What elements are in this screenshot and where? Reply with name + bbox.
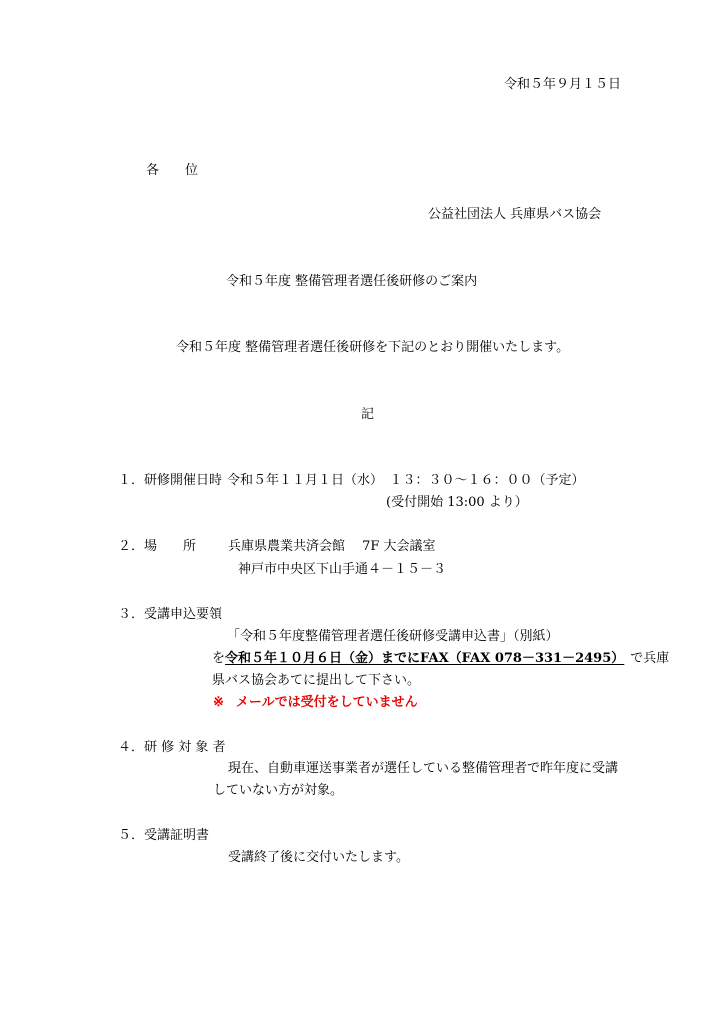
item-application-form: 「令和５年度整備管理者選任後研修受講申込書」（別紙） xyxy=(227,629,559,644)
note-mark: ※ xyxy=(213,695,224,710)
item-venue-name: 兵庫県農業共済会館 7F 大会議室 xyxy=(228,539,436,554)
addressee: 各 位 xyxy=(146,163,199,178)
application-suffix: で兵庫 xyxy=(630,651,670,666)
ki-heading: 記 xyxy=(361,407,375,422)
item-datetime-label: １．研修開催日時 xyxy=(118,473,223,488)
application-prefix: を xyxy=(212,651,226,666)
item-datetime-value: 令和５年１１月１日（水） １３：３０～１６：００（予定） xyxy=(227,473,585,488)
item-target-line2: していない方が対象。 xyxy=(213,783,344,798)
intro-text: 令和５年度 整備管理者選任後研修を下記のとおり開催いたします。 xyxy=(176,340,570,355)
document-date: 令和５年９月１５日 xyxy=(504,77,622,92)
sender-organization: 公益社団法人 兵庫県バス協会 xyxy=(428,207,602,222)
item-application-line xyxy=(212,652,669,665)
item-venue-address: 神戸市中央区下山手通４－１５－３ xyxy=(238,562,447,577)
item-target-line1: 現在、自動車運送事業者が選任している整備管理者で昨年度に受講 xyxy=(228,761,619,776)
item-application-note xyxy=(213,696,418,709)
item-certificate-label: ５．受講証明書 xyxy=(118,828,210,843)
note-text: メールでは受付をしていません xyxy=(235,695,418,710)
item-venue-label: ２．場 所 xyxy=(118,539,197,554)
item-application-label: ３．受講申込要領 xyxy=(118,607,223,622)
document-title: 令和５年度 整備管理者選任後研修のご案内 xyxy=(226,274,478,289)
application-deadline: 令和５年１０月６日（金）までにFAX（FAX 078－331－2495） xyxy=(225,651,625,666)
item-application-line2: 県バス協会あてに提出して下さい。 xyxy=(212,673,421,688)
item-datetime-note: (受付開始 13:00 より） xyxy=(386,495,528,510)
item-target-label: ４．研 修 対 象 者 xyxy=(118,740,226,755)
item-certificate-text: 受講終了後に交付いたします。 xyxy=(228,850,409,865)
